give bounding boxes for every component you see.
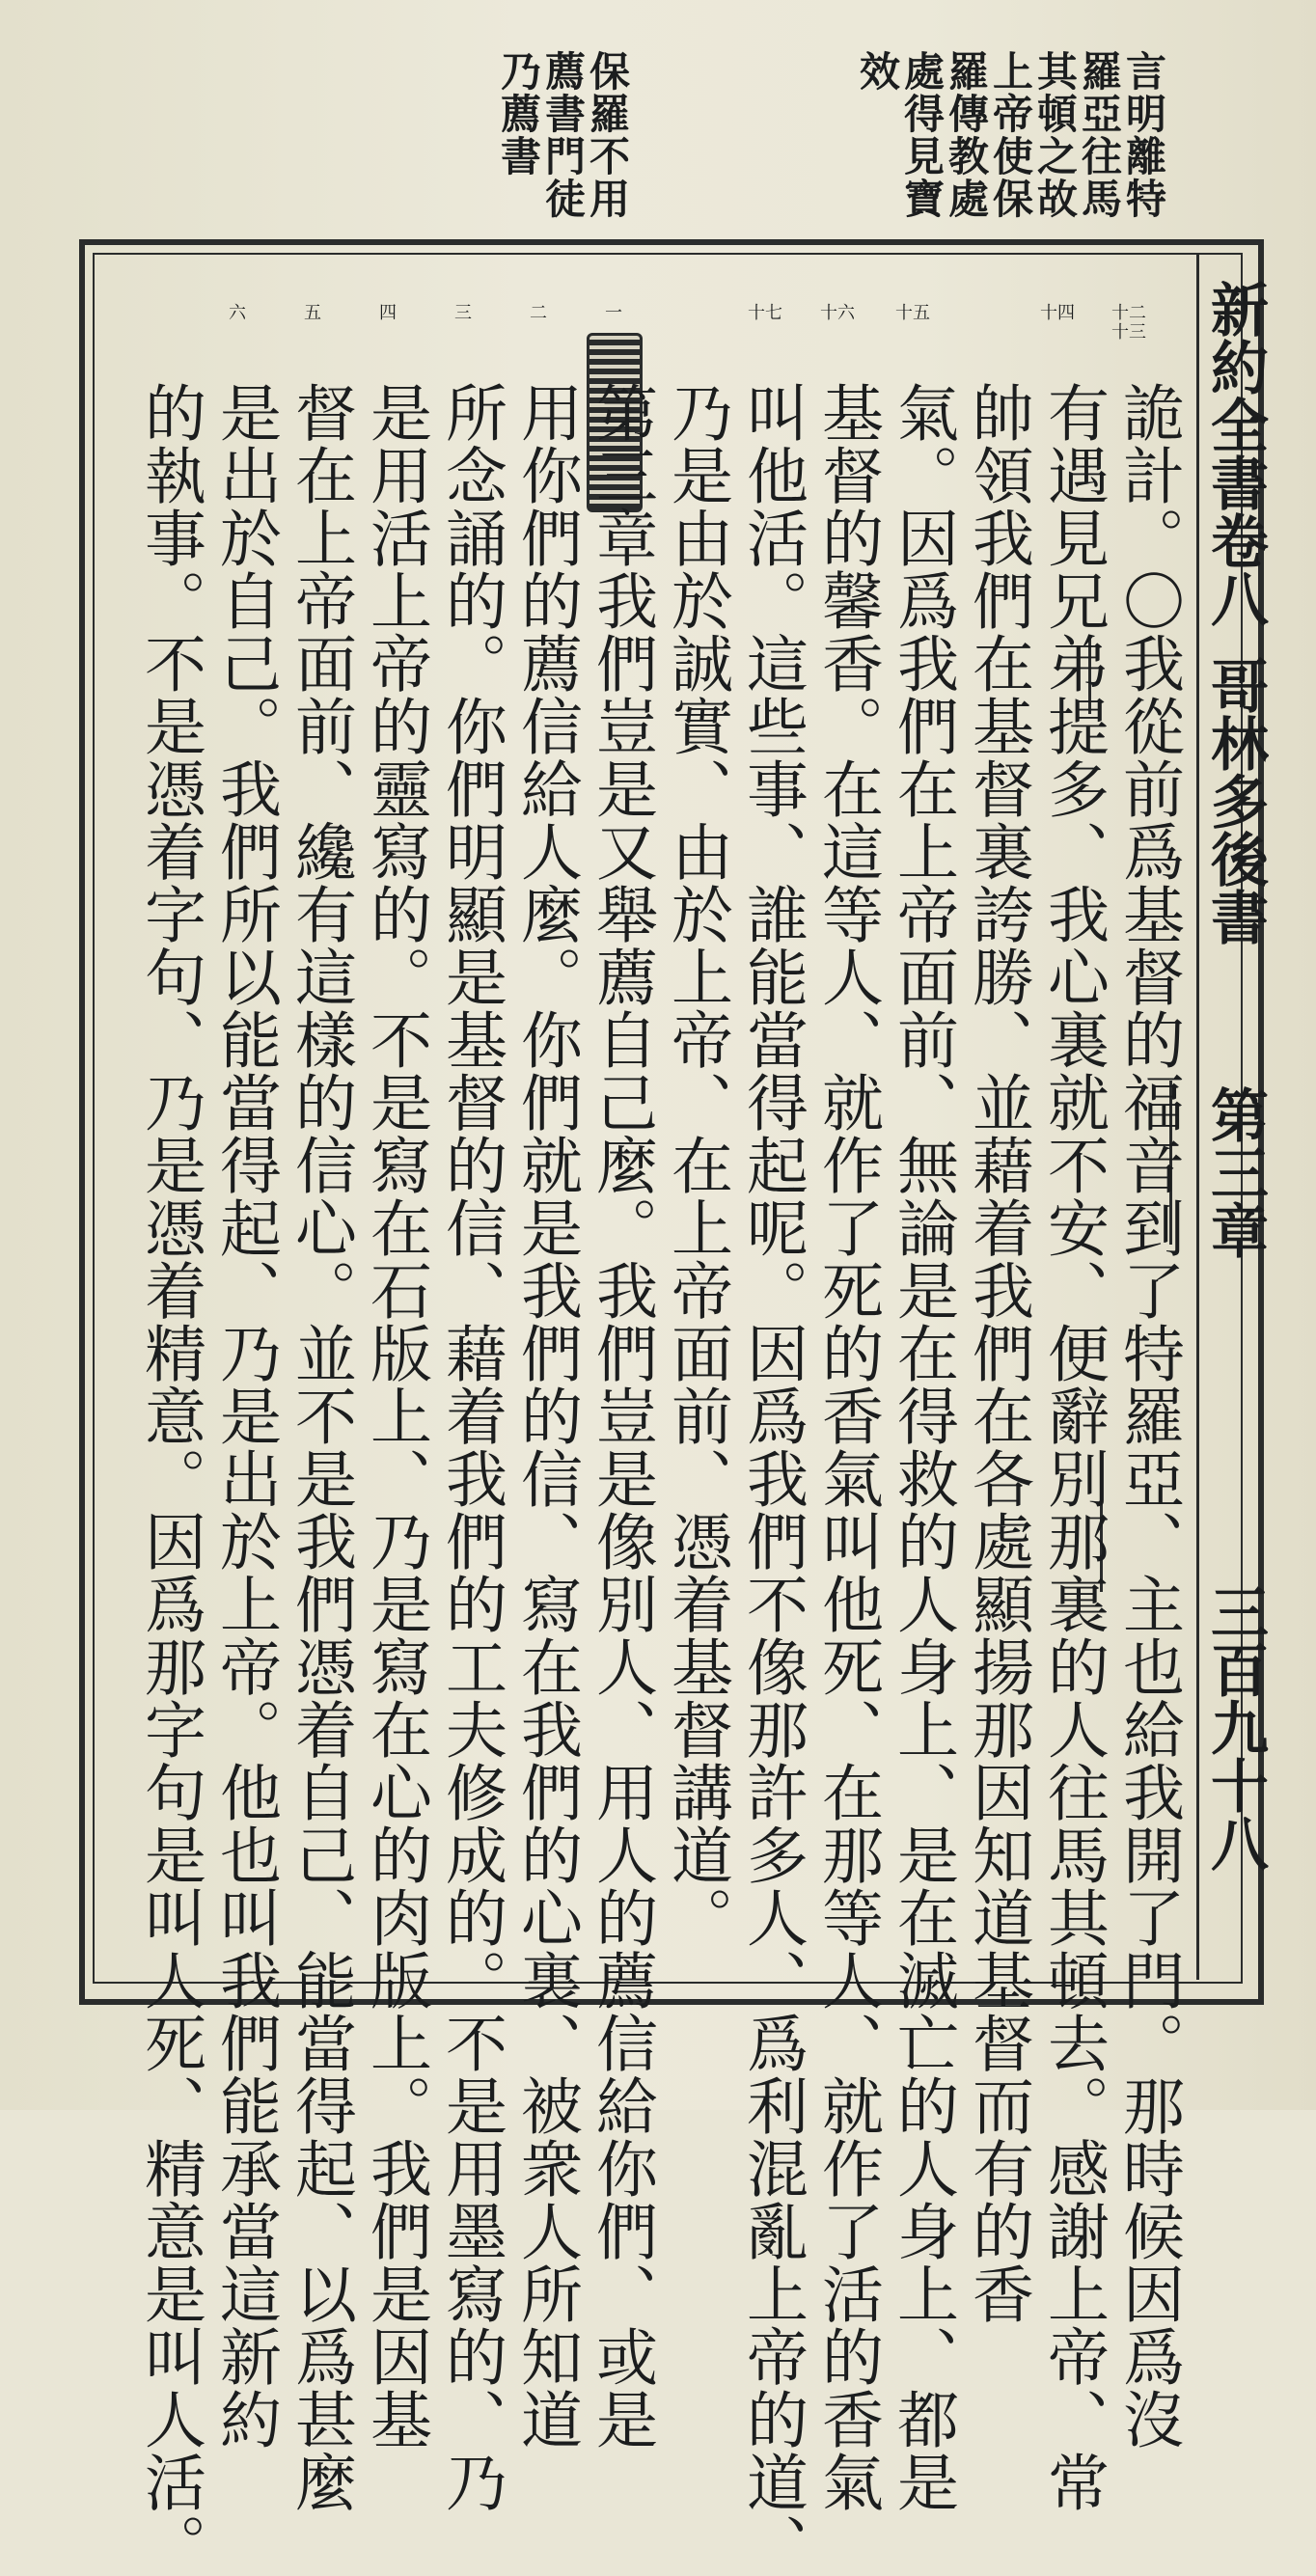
- verse-number: 六: [229, 303, 246, 323]
- text-column: 的執事。不是憑着字句、乃是憑着精意。因爲那字句是叫人死、精意是叫人活。: [134, 381, 206, 2576]
- margin-note: 上帝使保: [987, 50, 1034, 220]
- margin-note: 薦書門徒: [539, 50, 587, 220]
- verse-number: 五: [304, 303, 321, 323]
- verse-number: 十四: [1040, 303, 1075, 323]
- header-divider: [1196, 253, 1199, 1980]
- verse-number: 十二: [1111, 303, 1146, 323]
- text-column: 乃是由於誠實、由於上帝、在上帝面前、憑着基督講道。: [661, 381, 732, 1949]
- verse-number: 二: [530, 303, 547, 323]
- margin-note: 乃薦書: [495, 50, 542, 178]
- text-column: 詭計。〇我從前爲基督的福音到了特羅亞、主也給我開了門。那時候因爲沒: [1112, 381, 1184, 2451]
- text-column: 氣。因爲我們在上帝面前、無論是在得救的人身上、是在滅亡的人身上、都是: [887, 381, 958, 2513]
- verse-number: 十七: [748, 303, 782, 323]
- verse-number: 十六: [820, 303, 855, 323]
- margin-note: 保羅不用: [584, 50, 631, 220]
- text-column: 基督的馨香。在這等人、就作了死的香氣叫他死、在那等人、就作了活的香氣: [811, 381, 883, 2513]
- margin-note: 羅傳教處: [943, 50, 990, 220]
- verse-number: 四: [379, 303, 397, 323]
- text-column: 有遇見兄弟提多、我心裏就不安、便辭別那裏的人往馬其頓去。感謝上帝、常: [1037, 381, 1109, 2513]
- margin-note: 效: [854, 50, 901, 93]
- verse-number: 三: [454, 303, 472, 323]
- chapter-label: 第三章: [1201, 1085, 1269, 1259]
- text-column: 是出於自己。我們所以能當得起、乃是出於上帝。他也叫我們能承當這新約: [209, 381, 281, 2451]
- text-column: 第三章我們豈是又舉薦自己麼。我們豈是像別人、用人的薦信給你們、或是: [586, 381, 657, 2451]
- verse-number: 十五: [895, 303, 930, 323]
- epistle-title: 哥林多後書: [1201, 656, 1269, 945]
- page-number: 三百九十八: [1201, 1582, 1269, 1872]
- text-column: 督在上帝面前、纔有這樣的信心。並不是我們憑着自己、能當得起、以爲甚麼: [285, 381, 356, 2513]
- margin-note: 言明離特: [1120, 50, 1167, 220]
- book-title: 新約全書卷八: [1201, 280, 1269, 627]
- margin-note: 羅亞往馬: [1076, 50, 1123, 220]
- margin-note: 其頓之故: [1031, 50, 1079, 220]
- margin-note: 處得見寶: [898, 50, 946, 220]
- verse-number: 十三: [1111, 322, 1146, 343]
- text-column: 叫他活。這些事、誰能當得起呢。因爲我們不像那許多人、爲利混亂上帝的道、: [736, 381, 808, 2576]
- text-column: 帥領我們在基督裏誇勝、並藉着我們在各處顯揚那因知道基督而有的香: [962, 381, 1033, 2325]
- text-column: 是用活上帝的靈寫的。不是寫在石版上、乃是寫在心的肉版上。我們是因基: [360, 381, 431, 2451]
- verse-number: 一: [605, 303, 622, 323]
- text-column: 所念誦的。你們明顯是基督的信、藉着我們的工夫修成的。不是用墨寫的、乃: [435, 381, 507, 2513]
- text-column: 用你們的薦信給人麼。你們就是我們的信、寫在我們的心裏、被衆人所知道: [510, 381, 582, 2451]
